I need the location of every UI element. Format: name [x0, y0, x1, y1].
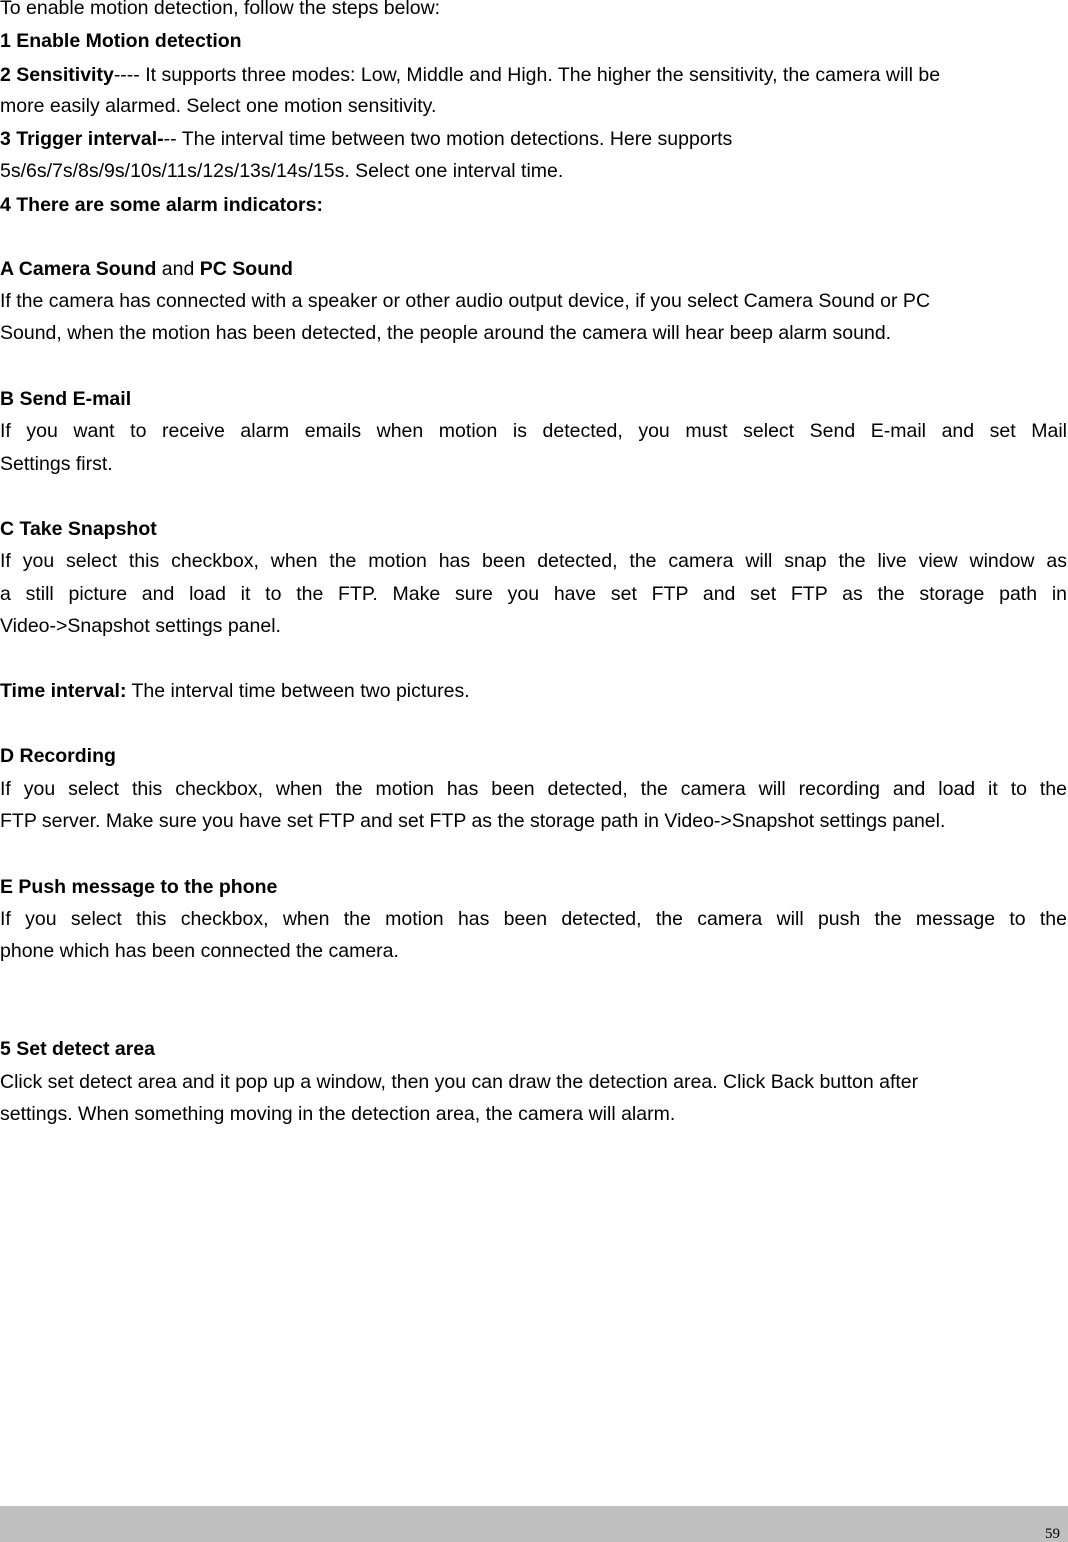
step2-text-line2: more easily alarmed. Select one motion sensitivity.	[0, 95, 437, 117]
pc-sound-label: PC Sound	[199, 258, 293, 280]
push-message-label: E Push message to the phone	[0, 876, 278, 898]
section-e-line1: If you select this checkbox, when the motion has been detected, the camera will push the message to the	[0, 908, 1067, 930]
section-c-line2: a still picture and load it to the FTP. Make sure you have set FTP and set FTP as the storage path in	[0, 583, 1067, 605]
section-e-line2: phone which has been connected the camera.	[0, 940, 399, 962]
take-snapshot-label: C Take Snapshot	[0, 518, 157, 540]
step3-text-line2: 5s/6s/7s/8s/9s/10s/11s/12s/13s/14s/15s. Select one interval time.	[0, 160, 564, 182]
section-d-line2: FTP server. Make sure you have set FTP and set FTP as the storage path in Video->Snapshot settings panel.	[0, 810, 946, 832]
step-alarm-indicators	[0, 192, 323, 218]
recording-label: D Recording	[0, 745, 116, 767]
time-interval-label: Time interval:	[0, 680, 127, 702]
section-c-line3: Video->Snapshot settings panel.	[0, 615, 281, 637]
step5-line1: Click set detect area and it pop up a window, then you can draw the detection area. Click Back button after	[0, 1071, 919, 1093]
step2-label: 2 Sensitivity	[0, 64, 114, 86]
intro-text: To enable motion detection, follow the steps below:	[0, 0, 441, 19]
section-d-line1: If you select this checkbox, when the motion has been detected, the camera will recording and load it to the	[0, 778, 1067, 800]
page-footer-bar	[0, 1506, 1068, 1542]
section-c-heading	[0, 516, 157, 542]
section-a-heading	[0, 256, 293, 282]
section-a-line2: Sound, when the motion has been detected, the people around the camera will hear beep alarm sound.	[0, 322, 892, 344]
camera-sound-label: A Camera Sound	[0, 258, 157, 280]
step3-label: 3 Trigger interval-	[0, 128, 164, 150]
step2-text-line1: ---- It supports three modes: Low, Middle and High. The higher the sensitivity, the camera will be	[113, 64, 941, 86]
step1-heading: 1 Enable Motion detection	[0, 30, 242, 52]
step-trigger-interval-line1	[0, 126, 732, 152]
step5-line2: settings. When something moving in the detection area, the camera will alarm.	[0, 1103, 676, 1125]
step5-heading-line	[0, 1036, 155, 1062]
step3-text-line1: -- The interval time between two motion detections. Here supports	[163, 128, 733, 150]
section-d-heading	[0, 743, 116, 769]
time-interval-line	[0, 678, 470, 704]
section-c-line1: If you select this checkbox, when the motion has been detected, the camera will snap the live view window as	[0, 550, 1067, 572]
section-b-line1: If you want to receive alarm emails when motion is detected, you must select Send E-mail and set Mail	[0, 420, 1067, 442]
section-a-line1: If the camera has connected with a speaker or other audio output device, if you select Camera Sound or PC	[0, 290, 931, 312]
section-b-line2: Settings first.	[0, 453, 113, 475]
time-interval-text: The interval time between two pictures.	[126, 680, 470, 702]
step-sensitivity-line1	[0, 62, 940, 88]
send-email-label: B Send E-mail	[0, 388, 132, 410]
step-enable-motion-detection	[0, 28, 242, 54]
page-number: 59	[1045, 1526, 1060, 1542]
section-e-heading	[0, 874, 277, 900]
set-detect-area-label: 5 Set detect area	[0, 1038, 156, 1060]
section-b-heading	[0, 386, 131, 412]
step4-heading: 4 There are some alarm indicators:	[0, 194, 323, 216]
heading-joiner: and	[156, 258, 200, 280]
